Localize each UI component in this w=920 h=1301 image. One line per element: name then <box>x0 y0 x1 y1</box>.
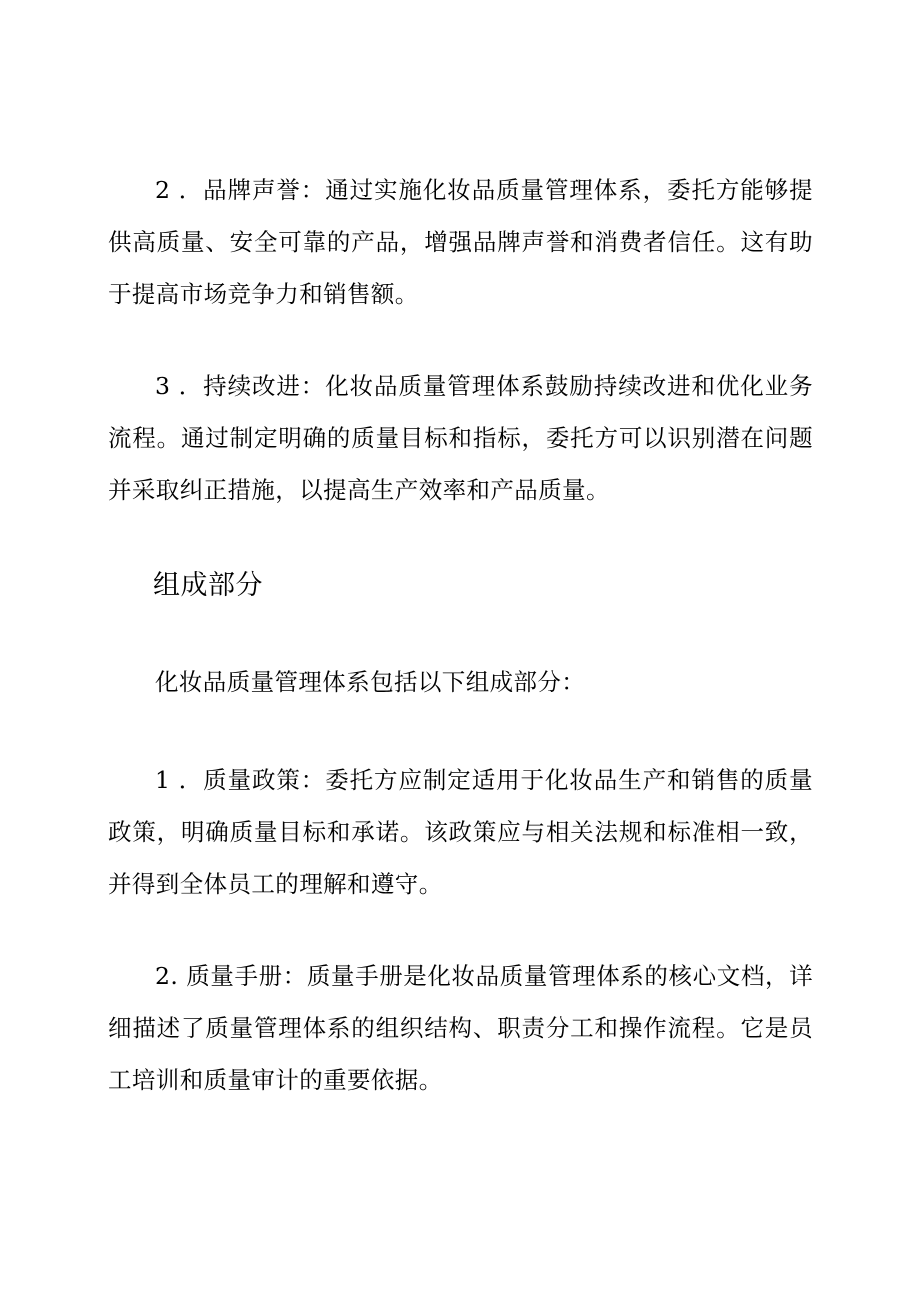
paragraph-intro: 化妆品质量管理体系包括以下组成部分： <box>155 668 586 696</box>
paragraph-continuous-improvement: 3 ．持续改进：化妆品质量管理体系鼓励持续改进和优化业务流程。通过制定明确的质量目标和指标，委托方可以识别潜在问题并采取纠正措施，以提高生产效率和产品质量。 <box>108 372 813 504</box>
paragraph-brand-reputation: 2 ．品牌声誉：通过实施化妆品质量管理体系，委托方能够提供高质量、安全可靠的产品，增强品牌声誉和消费者信任。这有助于提高市场竞争力和销售额。 <box>108 176 813 308</box>
paragraph-quality-policy: 1 ．质量政策：委托方应制定适用于化妆品生产和销售的质量政策，明确质量目标和承诺。该政策应与相关法规和标准相一致，并得到全体员工的理解和遵守。 <box>108 766 813 898</box>
paragraph-quality-manual: 2. 质量手册：质量手册是化妆品质量管理体系的核心文档，详细描述了质量管理体系的组织结构、职责分工和操作流程。它是员工培训和质量审计的重要依据。 <box>108 962 813 1094</box>
section-heading: 组成部分 <box>153 570 263 601</box>
